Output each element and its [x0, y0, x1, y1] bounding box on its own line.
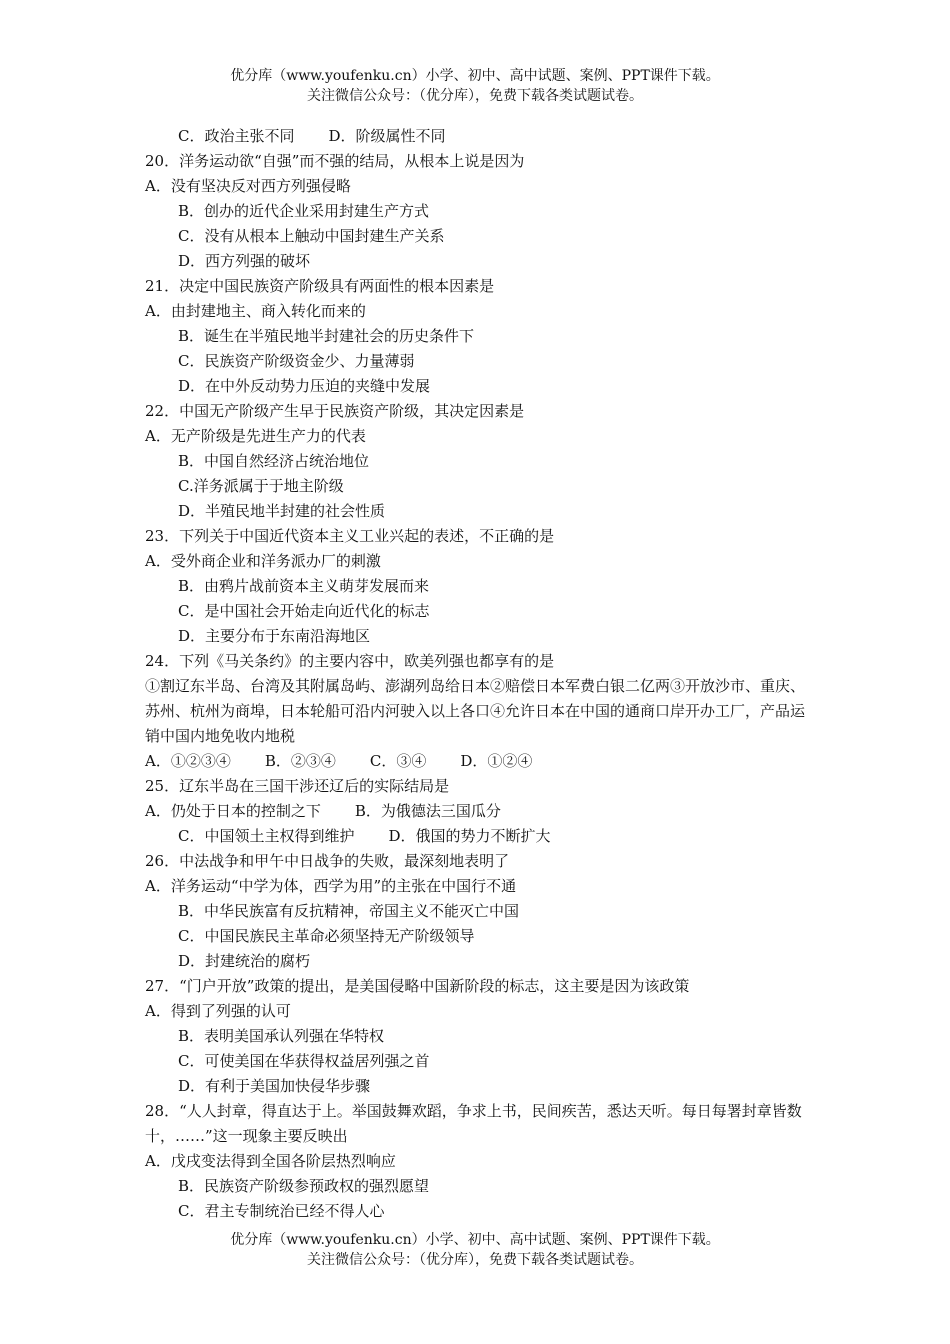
q27-option-d: D．有利于美国加快侵华步骤 — [178, 1077, 371, 1095]
q21-option-c: C．民族资产阶级资金少、力量薄弱 — [178, 352, 415, 370]
q23-option-a: A．受外商企业和洋务派办厂的刺激 — [145, 552, 381, 570]
q23-stem: 23．下列关于中国近代资本主义工业兴起的表述，不正确的是 — [145, 527, 555, 545]
q25-option-a: A．仍处于日本的控制之下 — [145, 802, 321, 820]
q24-option-a: A．①②③④ — [145, 752, 231, 770]
q27-option-c: C．可使美国在华获得权益居列强之首 — [178, 1052, 430, 1070]
page-header — [0, 66, 950, 106]
q19-option-d: D．阶级属性不同 — [328, 127, 446, 145]
q25-options-ab — [145, 799, 815, 824]
q24-body: ①割辽东半岛、台湾及其附属岛屿、澎湖列岛给日本②赔偿日本军费白银二亿两③开放沙市、重庆、苏州、杭州为商埠，日本轮船可沿内河驶入以上各口④允许日本在中国的通商口岸开办工厂，产品运销中国内地免收内地税 — [145, 677, 806, 745]
q21-option-b: B．诞生在半殖民地半封建社会的历史条件下 — [178, 327, 475, 345]
q22-option-a: A．无产阶级是先进生产力的代表 — [145, 427, 366, 445]
q22-stem: 22．中国无产阶级产生早于民族资产阶级，其决定因素是 — [145, 402, 525, 420]
q26-option-c: C．中国民族民主革命必须坚持无产阶级领导 — [178, 927, 475, 945]
q28-stem: 28．“人人封章，得直达于上。举国鼓舞欢蹈，争求上书，民间疾苦，悉达天听。每日每署封章皆数十，……”这一现象主要反映出 — [145, 1102, 802, 1145]
q23-option-d: D．主要分布于东南沿海地区 — [178, 627, 371, 645]
q25-stem: 25．辽东半岛在三国干涉还辽后的实际结局是 — [145, 777, 450, 795]
q21-stem: 21．决定中国民族资产阶级具有两面性的根本因素是 — [145, 277, 495, 295]
q20-option-d: D．西方列强的破坏 — [178, 252, 311, 270]
footer-line-1: 优分库（www.youfenku.cn）小学、初中、高中试题、案例、PPT课件下载。 — [230, 1232, 720, 1248]
q27-option-a: A．得到了列强的认可 — [145, 1002, 291, 1020]
q24-option-c: C．③④ — [369, 752, 427, 770]
q25-options-cd — [145, 824, 815, 849]
page-footer — [0, 1230, 950, 1270]
header-line-1: 优分库（www.youfenku.cn）小学、初中、高中试题、案例、PPT课件下载。 — [230, 68, 720, 84]
q28-option-b: B．民族资产阶级参预政权的强烈愿望 — [178, 1177, 430, 1195]
q23-option-b: B．由鸦片战前资本主义萌芽发展而来 — [178, 577, 430, 595]
q28-option-c: C．君主专制统治已经不得人心 — [178, 1202, 385, 1220]
q26-stem: 26．中法战争和甲午中日战争的失败，最深刻地表明了 — [145, 852, 510, 870]
footer-line-2: 关注微信公众号：（优分库），免费下载各类试题试卷。 — [307, 1252, 643, 1268]
header-line-2: 关注微信公众号：（优分库），免费下载各类试题试卷。 — [307, 88, 643, 104]
q28-option-a: A．戊戌变法得到全国各阶层热烈响应 — [145, 1152, 396, 1170]
q21-option-a: A．由封建地主、商入转化而来的 — [145, 302, 366, 320]
q26-option-d: D．封建统治的腐朽 — [178, 952, 311, 970]
q24-stem: 24．下列《马关条约》的主要内容中，欧美列强也都享有的是 — [145, 652, 555, 670]
q26-option-a: A．洋务运动“中学为体，西学为用”的主张在中国行不通 — [145, 877, 517, 895]
q20-stem: 20．洋务运动欲“自强”而不强的结局，从根本上说是因为 — [145, 152, 525, 170]
q22-option-d: D．半殖民地半封建的社会性质 — [178, 502, 386, 520]
q20-option-b: B．创办的近代企业采用封建生产方式 — [178, 202, 430, 220]
q23-option-c: C．是中国社会开始走向近代化的标志 — [178, 602, 430, 620]
q22-option-b: B．中国自然经济占统治地位 — [178, 452, 370, 470]
q19-options-cd — [145, 124, 815, 149]
q25-option-c: C．中国领土主权得到维护 — [178, 827, 355, 845]
q20-option-c: C．没有从根本上触动中国封建生产关系 — [178, 227, 445, 245]
q19-option-c: C．政治主张不同 — [178, 127, 295, 145]
q24-option-d: D．①②④ — [460, 752, 533, 770]
question-content — [145, 124, 815, 1224]
q27-stem: 27．“门户开放”政策的提出，是美国侵略中国新阶段的标志，这主要是因为该政策 — [145, 977, 690, 995]
q25-option-b: B．为俄德法三国瓜分 — [354, 802, 501, 820]
q24-options — [145, 749, 815, 774]
q21-option-d: D．在中外反动势力压迫的夹缝中发展 — [178, 377, 431, 395]
q25-option-d: D．俄国的势力不断扩大 — [388, 827, 551, 845]
q26-option-b: B．中华民族富有反抗精神，帝国主义不能灭亡中国 — [178, 902, 520, 920]
q24-option-b: B．②③④ — [264, 752, 336, 770]
q22-option-c: C.洋务派属于于地主阶级 — [178, 477, 344, 495]
q20-option-a: A．没有坚决反对西方列强侵略 — [145, 177, 351, 195]
q27-option-b: B．表明美国承认列强在华特权 — [178, 1027, 385, 1045]
